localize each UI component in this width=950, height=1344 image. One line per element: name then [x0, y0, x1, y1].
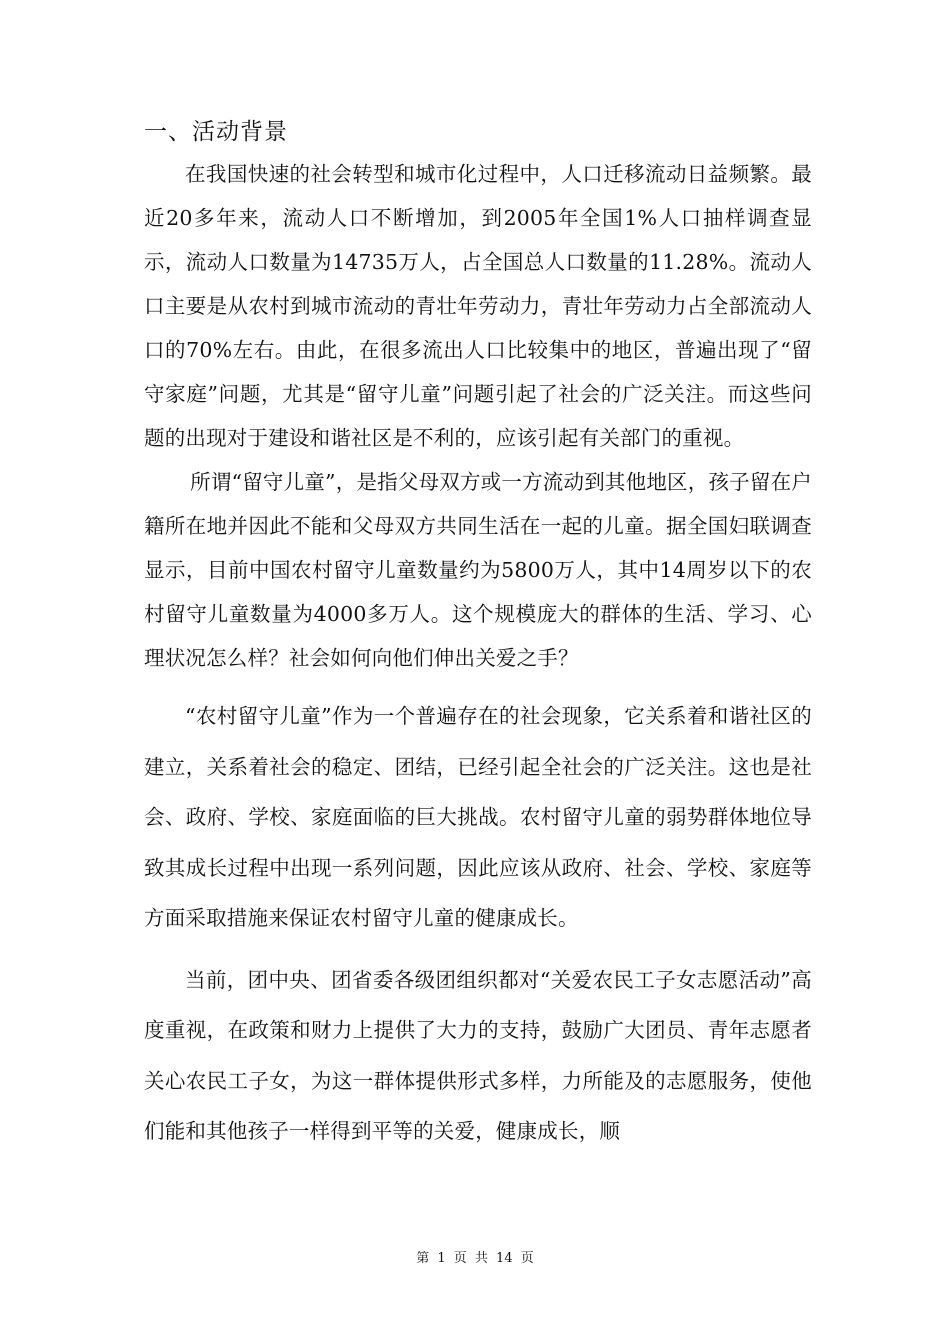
paragraph-social-phenomenon: “农村留守儿童”作为一个普遍存在的社会现象，它关系着和谐社区的建立，关系着社会的稳定、团结，已经引起全社会的广泛关注。这也是社会、政府、学校、家庭面临的巨大挑战。农村留守儿童的弱势群体地位导致其成长过程中出现一系列问题，因此应该从政府、社会、学校、家庭等方面采取措施来保证农村留守儿童的健康成长。	[144, 704, 812, 930]
paragraph-definition: 所谓“留守儿童”，是指父母双方或一方流动到其他地区，孩子留在户籍所在地并因此不能和父母双方共同生活在一起的儿童。据全国妇联调查显示，目前中国农村留守儿童数量约为5800万人，其中14周岁以下的农村留守儿童数量为4000多万人。这个规模庞大的群体的生活、学习、心理状况怎么样？社会如何向他们伸出关爱之手？	[144, 470, 812, 670]
document-body	[144, 112, 812, 1157]
section-heading: 一、活动背景	[144, 119, 288, 145]
page-footer: 第 1 页 共 14 页	[416, 1251, 534, 1266]
paragraph-current-support: 当前，团中央、团省委各级团组织都对“关爱农民工子女志愿活动”高度重视，在政策和财力上提供了大力的支持，鼓励广大团员、青年志愿者关心农民工子女，为这一群体提供形式多样，力所能及的志愿服务，使他们能和其他孩子一样得到平等的关爱，健康成长，顺	[144, 967, 812, 1143]
paragraph-background: 在我国快速的社会转型和城市化过程中，人口迁移流动日益频繁。最近20多年来，流动人口不断增加，到2005年全国1%人口抽样调查显示，流动人口数量为14735万人，占全国总人口数量的11.28%。流动人口主要是从农村到城市流动的青壮年劳动力，青壮年劳动力占全部流动人口的70%左右。由此，在很多流出人口比较集中的地区，普遍出现了“留守家庭”问题，尤其是“留守儿童”问题引起了社会的广泛关注。而这些问题的出现对于建设和谐社区是不利的，应该引起有关部门的重视。	[144, 162, 812, 450]
